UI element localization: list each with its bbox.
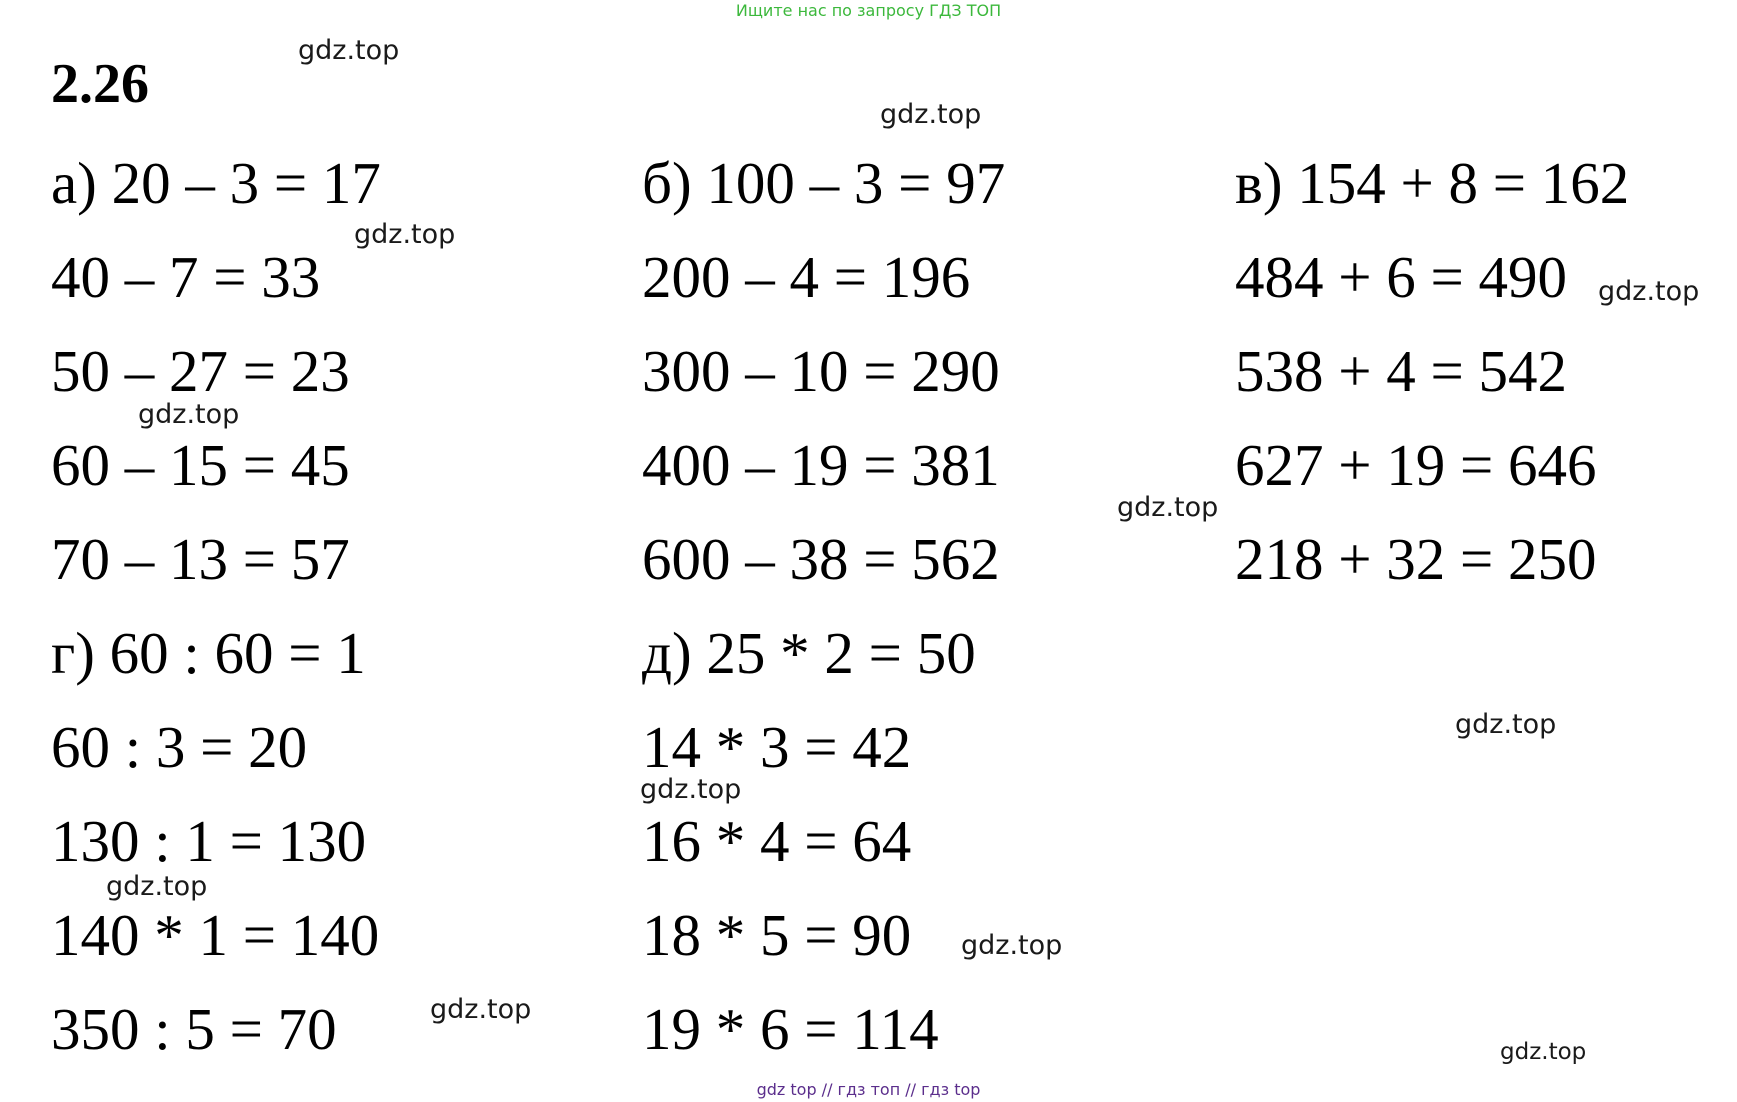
- equation-v-4: 627 + 19 = 646: [1235, 432, 1597, 498]
- equation-d-3: 16 * 4 = 64: [642, 808, 912, 874]
- equation-g-3: 130 : 1 = 130: [51, 808, 367, 874]
- equation-d-1: д) 25 * 2 = 50: [642, 620, 976, 686]
- watermark: gdz.top: [106, 871, 208, 902]
- watermark: gdz.top: [138, 399, 240, 430]
- watermark: gdz.top: [430, 994, 532, 1025]
- equation-b-4: 400 – 19 = 381: [642, 432, 1000, 498]
- problem-number: 2.26: [51, 53, 149, 115]
- equation-b-5: 600 – 38 = 562: [642, 526, 1000, 592]
- equation-v-5: 218 + 32 = 250: [1235, 526, 1597, 592]
- equation-d-4: 18 * 5 = 90: [642, 902, 912, 968]
- footer-watermark: gdz top // гдз топ // гдз top: [756, 1080, 981, 1099]
- watermark: gdz.top: [354, 219, 456, 250]
- equation-g-4: 140 * 1 = 140: [51, 902, 380, 968]
- equation-a-1: а) 20 – 3 = 17: [51, 150, 381, 216]
- equation-b-1: б) 100 – 3 = 97: [642, 150, 1006, 216]
- equation-g-2: 60 : 3 = 20: [51, 714, 308, 780]
- watermark: gdz.top: [298, 35, 400, 66]
- equation-d-5: 19 * 6 = 114: [642, 996, 939, 1062]
- equation-d-2: 14 * 3 = 42: [642, 714, 912, 780]
- watermark: gdz.top: [640, 774, 742, 805]
- equation-b-2: 200 – 4 = 196: [642, 244, 971, 310]
- equation-a-4: 60 – 15 = 45: [51, 432, 350, 498]
- watermark: gdz.top: [961, 930, 1063, 961]
- watermark: gdz.top: [1598, 276, 1700, 307]
- equation-a-5: 70 – 13 = 57: [51, 526, 350, 592]
- watermark: gdz.top: [1455, 709, 1557, 740]
- watermark: gdz.top: [880, 99, 982, 130]
- equation-g-1: г) 60 : 60 = 1: [51, 620, 366, 686]
- equation-a-2: 40 – 7 = 33: [51, 244, 321, 310]
- equation-g-5: 350 : 5 = 70: [51, 996, 337, 1062]
- watermark: gdz.top: [1117, 492, 1219, 523]
- equation-v-3: 538 + 4 = 542: [1235, 338, 1568, 404]
- top-banner: Ищите нас по запросу ГДЗ ТОП: [735, 1, 1002, 20]
- equation-a-3: 50 – 27 = 23: [51, 338, 350, 404]
- equation-v-2: 484 + 6 = 490: [1235, 244, 1568, 310]
- equation-b-3: 300 – 10 = 290: [642, 338, 1000, 404]
- equation-v-1: в) 154 + 8 = 162: [1235, 150, 1630, 216]
- watermark: gdz.top: [1500, 1039, 1587, 1065]
